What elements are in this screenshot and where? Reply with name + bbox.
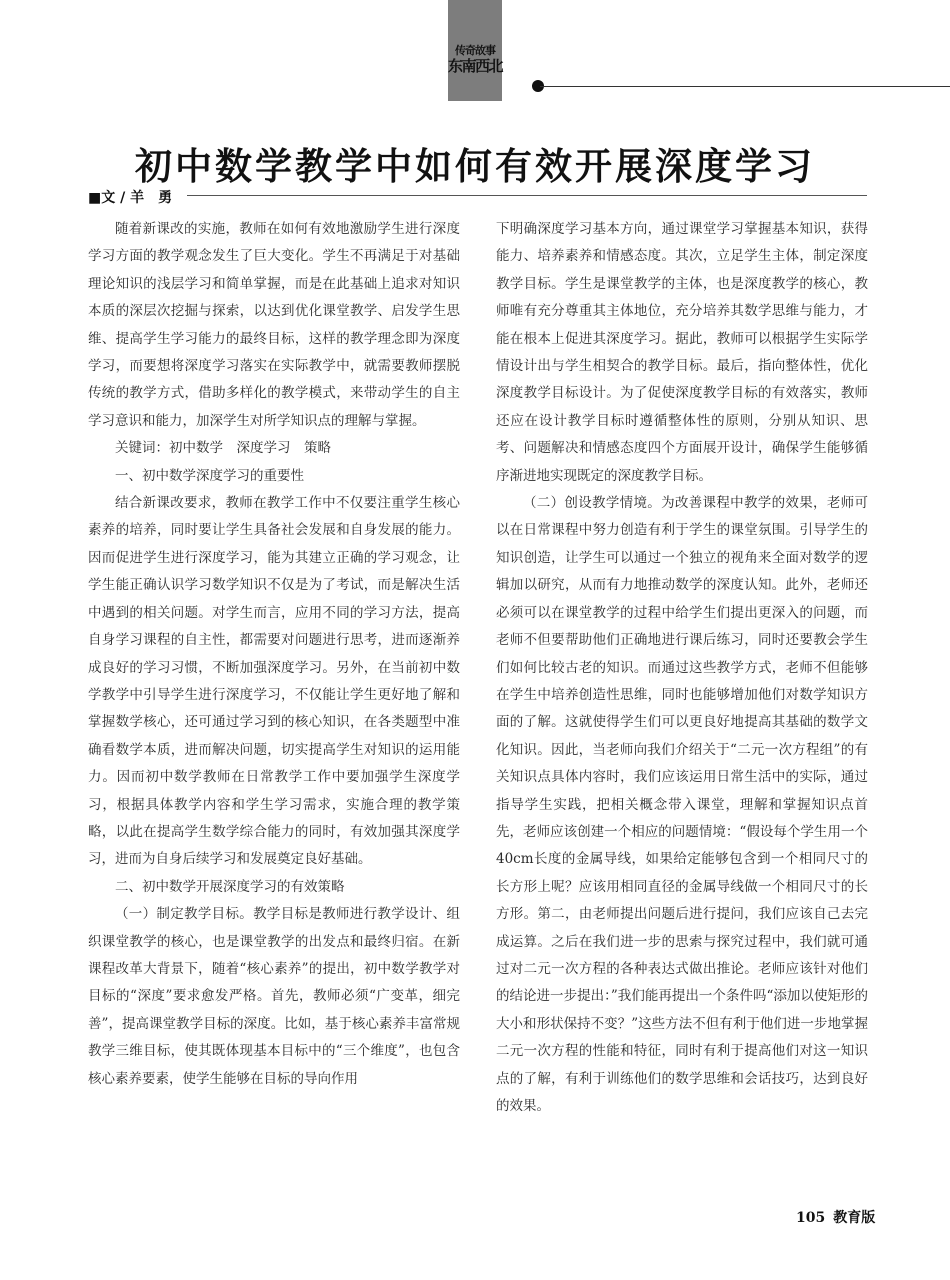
left-column — [88, 216, 460, 1093]
section-heading-1: 一、初中数学深度学习的重要性 — [115, 467, 304, 484]
section-tab-label — [448, 44, 502, 75]
section-tab-line2: 东南西北 — [448, 57, 503, 75]
section-tab — [448, 0, 502, 101]
strategy-2-paragraph: （二）创设教学情境。为改善课程中教学的效果，老师可以在日常课程中努力创造有利于学生的课堂氛围。引导学生的知识创造，让学生可以通过一个独立的视角来全面对数学的逻辑加以研究，从而有力地推动数学的深度认知。此外，老师还必须可以在课堂教学的过程中给学生们提出更深入的问题，而老师不但要帮助他们正确地进行课后练习，同时还要教会学生们如何比较古老的知识。而通过这些教学方式，老师不但能够在学生中培养创造性思维，同时也能够增加他们对数学知识方面的了解。这就使得学生们可以更良好地提高其基础的数学文化知识。因此，当老师向我们介绍关于“二元一次方程组”的有关知识点具体内容时，我们应该运用日常生活中的实际，通过指导学生实践，把相关概念带入课堂，理解和掌握知识点首先，老师应该创建一个相应的问题情境：“假设每个学生用一个40cm长度的金属导线，如果给定能够包含到一个相同尺寸的长方形上呢？应该用相同直径的金属导线做一个相同尺寸的长方形。第二，由老师提出问题后进行提问，我们应该自己去完成运算。之后在我们进一步的思索与探究过程中，我们就可通过对二元一次方程的各种表达式做出推论。老师应该针对他们的结论进一步提出：”我们能再提出一个条件吗“添加以使矩形的大小和形状保持不变？”这些方法不但有利于他们进一步地掌握二元一次方程的性能和特征，同时有利于提高他们对这一知识点的了解，有利于训练他们的数学思维和会话技巧，达到良好的效果。 — [496, 495, 868, 1114]
keywords: 关键词：初中数学 深度学习 策略 — [115, 440, 331, 457]
header-rule — [540, 86, 950, 87]
publication-section: 教育版 — [833, 1210, 876, 1226]
article-title: 初中数学教学中如何有效开展深度学习 — [135, 145, 815, 188]
strategy-1-paragraph: （一）制定教学目标。教学目标是教师进行教学设计、组织课堂教学的核心，也是课堂教学的出发点和最终归宿。在新课程改革大背景下，随着“核心素养”的提出，初中数学教学对目标的“深度”要求愈发严格。首先，教师必须“广变革，细完善”，提高课堂教学目标的深度。比如，基于核心素养丰富常规教学三维目标，使其既体现基本目标中的“三个维度”，也包含核心素养要素，使学生能够在目标的导向作用 — [88, 906, 460, 1087]
section-tab-line1: 传奇故事 — [455, 44, 495, 57]
intro-paragraph: 随着新课改的实施，教师在如何有效地激励学生进行深度学习方面的教学观念发生了巨大变化。学生不再满足于对基础理论知识的浅层学习和简单掌握，而是在此基础上追求对知识本质的深层次挖掘与探索，以达到优化课堂教学、启发学生思维、提高学生学习能力的最终目标，这样的教学理念即为深度学习，而要想将深度学习落实在实际教学中，就需要教师摆脱传统的教学方式，借助多样化的教学模式，来带动学生的自主学习意识和能力，加深学生对所学知识点的理解与掌握。 — [88, 221, 460, 429]
author-byline: ■文 / 羊 勇 — [88, 190, 173, 206]
strategy-1-continued: 下明确深度学习基本方向，通过课堂学习掌握基本知识，获得能力、培养素养和情感态度。其次，立足学生主体，制定深度教学目标。学生是课堂教学的主体，也是深度教学的核心，教师唯有充分尊重其主体地位，充分培养其数学思维与能力，才能在根本上促进其深度学习。据此，教师可以根据学生实际学情设计出与学生相契合的教学目标。最后，指向整体性，优化深度教学目标设计。为了促使深度教学目标的有效落实，教师还应在设计教学目标时遵循整体性的原则，分别从知识、思考、问题解决和情感态度四个方面展开设计，确保学生能够循序渐进地实现既定的深度教学目标。 — [496, 221, 868, 484]
section-1-paragraph: 结合新课改要求，教师在教学工作中不仅要注重学生核心素养的培养，同时要让学生具备社会发展和自身发展的能力。因而促进学生进行深度学习，能为其建立正确的学习观念，让学生能正确认识学习数学知识不仅是为了考试，而是解决生活中遇到的相关问题。对学生而言，应用不同的学习方法，提高自身学习课程的自主性，都需要对问题进行思考，进而逐渐养成良好的学习习惯，不断加强深度学习。另外，在当前初中数学教学中引导学生进行深度学习，不仅能让学生更好地了解和掌握数学核心，还可通过学习到的核心知识，在各类题型中准确看数学本质，进而解决问题，切实提高学生对知识的运用能力。因而初中数学教师在日常教学工作中要加强学生深度学习，根据具体教学内容和学生学习需求，实施合理的教学策略，以此在提高学生数学综合能力的同时，有效加强其深度学习，进而为自身后续学习和发展奠定良好基础。 — [88, 495, 460, 868]
right-column — [496, 216, 868, 1120]
page-number: 105 — [796, 1210, 826, 1226]
section-heading-2: 二、初中数学开展深度学习的有效策略 — [115, 878, 345, 895]
byline-rule — [187, 195, 867, 196]
page-footer — [796, 1207, 875, 1227]
